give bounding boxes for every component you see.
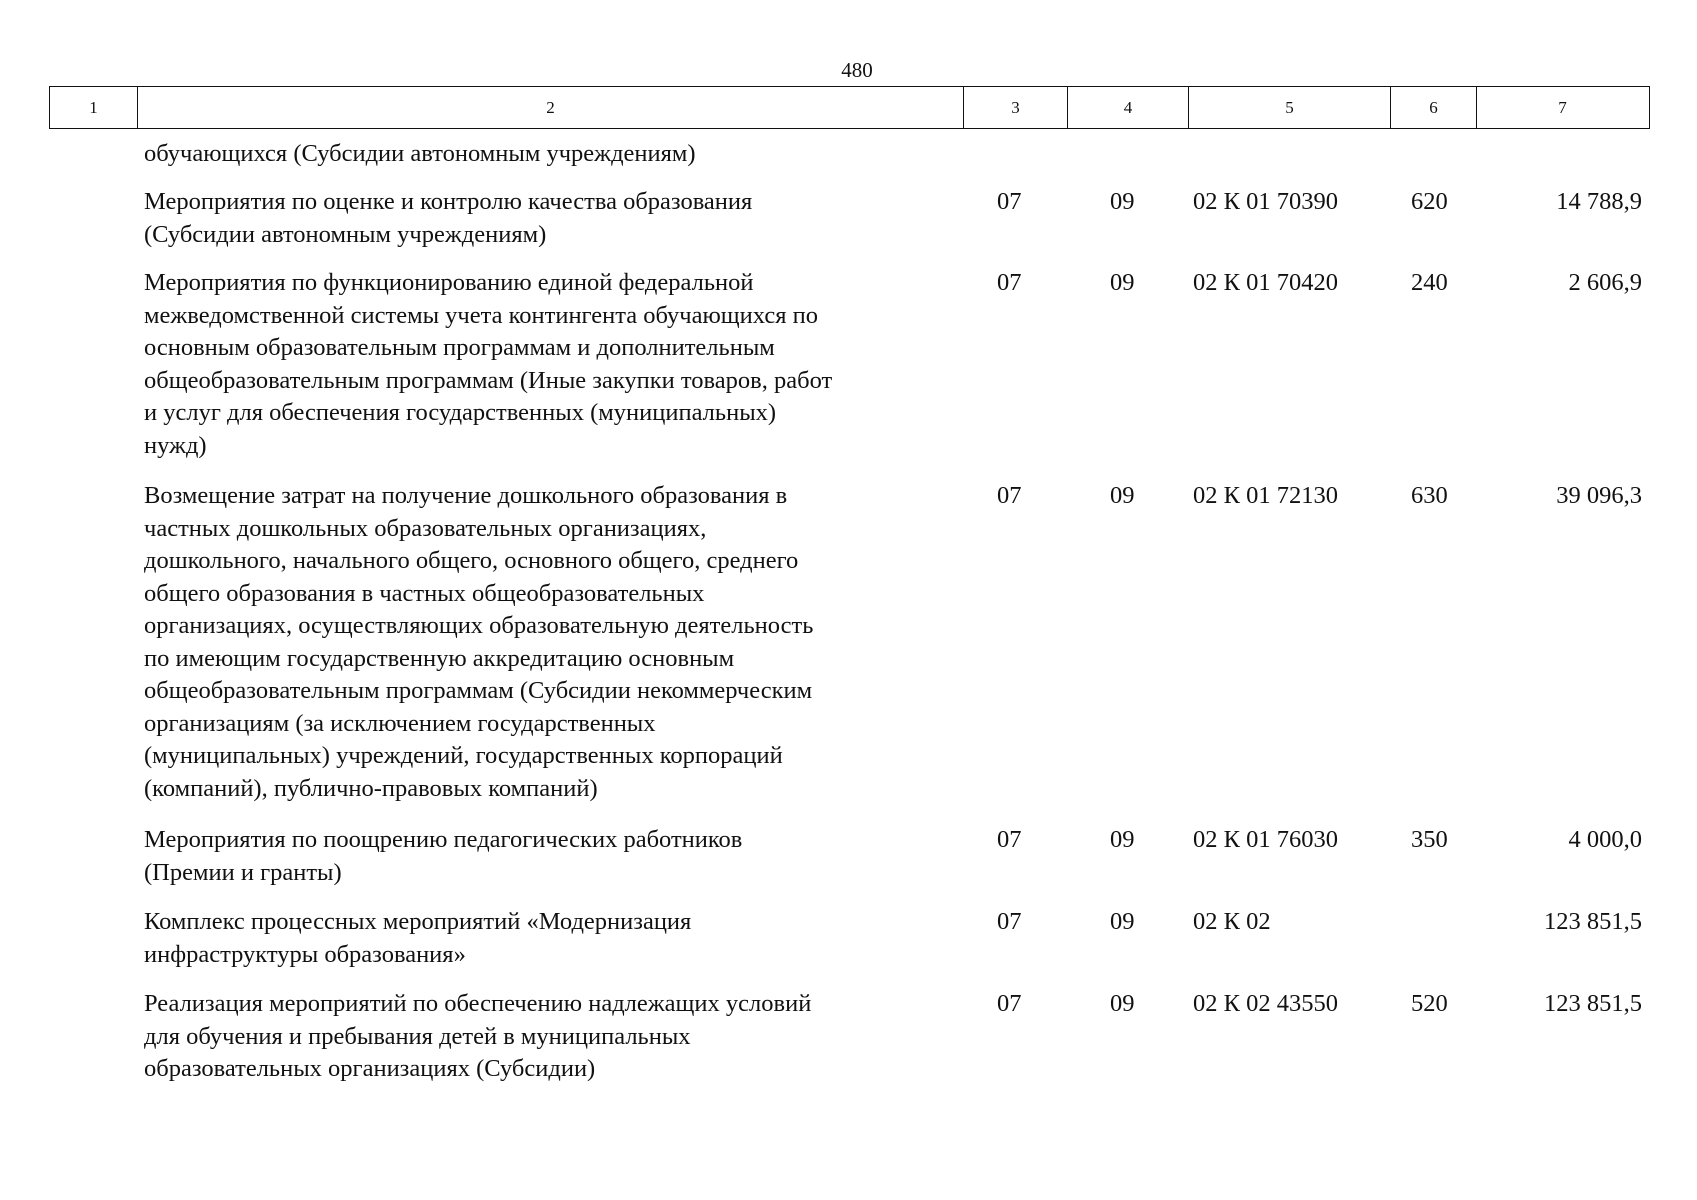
description-line: основным образовательным программам и дополнительным — [144, 334, 775, 361]
header-col-3: 3 — [963, 87, 1067, 128]
description-line: частных дошкольных образовательных организациях, — [144, 514, 707, 542]
header-col-7: 7 — [1476, 87, 1648, 128]
description-line: (муниципальных) учреждений, государственных корпораций — [144, 742, 783, 769]
subsection-code: 09 — [1110, 482, 1135, 509]
description-line: дошкольного, начального общего, основного общего, среднего — [144, 547, 799, 574]
row-description — [144, 988, 954, 1086]
subsection-code: 09 — [1110, 908, 1135, 935]
target-article-code: 02 К 01 70390 — [1193, 188, 1338, 215]
target-article-code: 02 К 01 72130 — [1193, 482, 1338, 509]
description-line: обучающихся (Субсидии автономным учреждениям) — [144, 140, 696, 167]
description-line: межведомственной системы учета контингента обучающихся по — [144, 301, 818, 329]
row-description — [144, 138, 954, 171]
description-line: (Субсидии автономным учреждениям) — [144, 220, 547, 248]
row-description — [144, 186, 954, 251]
section-code: 07 — [997, 188, 1022, 215]
expense-type-code: 350 — [1411, 826, 1448, 853]
section-code: 07 — [997, 826, 1022, 853]
amount-value: 4 000,0 — [1568, 826, 1642, 853]
amount-value: 14 788,9 — [1556, 188, 1642, 215]
target-article-code: 02 К 02 43550 — [1193, 990, 1338, 1017]
description-line: инфраструктуры образования» — [144, 940, 466, 968]
row-description — [144, 906, 954, 971]
page-number: 480 — [841, 58, 873, 82]
expense-type-code: 630 — [1411, 482, 1448, 509]
description-line: Возмещение затрат на получение дошкольного образования в — [144, 482, 788, 509]
row-description — [144, 824, 954, 889]
amount-value: 39 096,3 — [1556, 482, 1642, 509]
expense-type-code: 520 — [1411, 990, 1448, 1017]
description-line: Мероприятия по функционированию единой федеральной — [144, 269, 754, 296]
description-line: организациях, осуществляющих образовательную деятельность — [144, 612, 814, 639]
description-line: общеобразовательным программам (Субсидии некоммерческим — [144, 677, 813, 704]
amount-value: 123 851,5 — [1544, 990, 1642, 1017]
header-col-5: 5 — [1188, 87, 1390, 128]
row-description — [144, 267, 954, 462]
header-col-4: 4 — [1067, 87, 1188, 128]
description-line: Реализация мероприятий по обеспечению надлежащих условий — [144, 990, 812, 1017]
description-line: Мероприятия по поощрению педагогических работников — [144, 826, 743, 853]
header-col-6: 6 — [1390, 87, 1476, 128]
description-line: Мероприятия по оценке и контролю качества образования — [144, 188, 753, 215]
row-description — [144, 480, 954, 805]
description-line: по имеющим государственную аккредитацию основным — [144, 644, 735, 672]
description-line: нужд) — [144, 431, 207, 459]
description-line: Комплекс процессных мероприятий «Модернизация — [144, 908, 692, 935]
description-line: образовательных организациях (Субсидии) — [144, 1055, 596, 1082]
description-line: (Премии и гранты) — [144, 858, 342, 886]
header-col-1: 1 — [89, 97, 98, 117]
description-line: (компаний), публично-правовых компаний) — [144, 774, 598, 802]
description-line: организациям (за исключением государственных — [144, 709, 656, 737]
description-line: и услуг для обеспечения государственных (муниципальных) — [144, 399, 777, 426]
amount-value: 123 851,5 — [1544, 908, 1642, 935]
description-line: общеобразовательным программам (Иные закупки товаров, работ — [144, 366, 833, 394]
section-code: 07 — [997, 482, 1022, 509]
subsection-code: 09 — [1110, 269, 1135, 296]
target-article-code: 02 К 02 — [1193, 908, 1271, 935]
amount-value: 2 606,9 — [1568, 269, 1642, 296]
section-code: 07 — [997, 990, 1022, 1017]
description-line: общего образования в частных общеобразовательных — [144, 579, 705, 607]
expense-type-code: 620 — [1411, 188, 1448, 215]
header-col-2: 2 — [137, 87, 963, 128]
target-article-code: 02 К 01 76030 — [1193, 826, 1338, 853]
section-code: 07 — [997, 269, 1022, 296]
column-number-header — [49, 86, 1650, 129]
subsection-code: 09 — [1110, 826, 1135, 853]
subsection-code: 09 — [1110, 990, 1135, 1017]
expense-type-code: 240 — [1411, 269, 1448, 296]
description-line: для обучения и пребывания детей в муниципальных — [144, 1022, 691, 1050]
subsection-code: 09 — [1110, 188, 1135, 215]
section-code: 07 — [997, 908, 1022, 935]
target-article-code: 02 К 01 70420 — [1193, 269, 1338, 296]
